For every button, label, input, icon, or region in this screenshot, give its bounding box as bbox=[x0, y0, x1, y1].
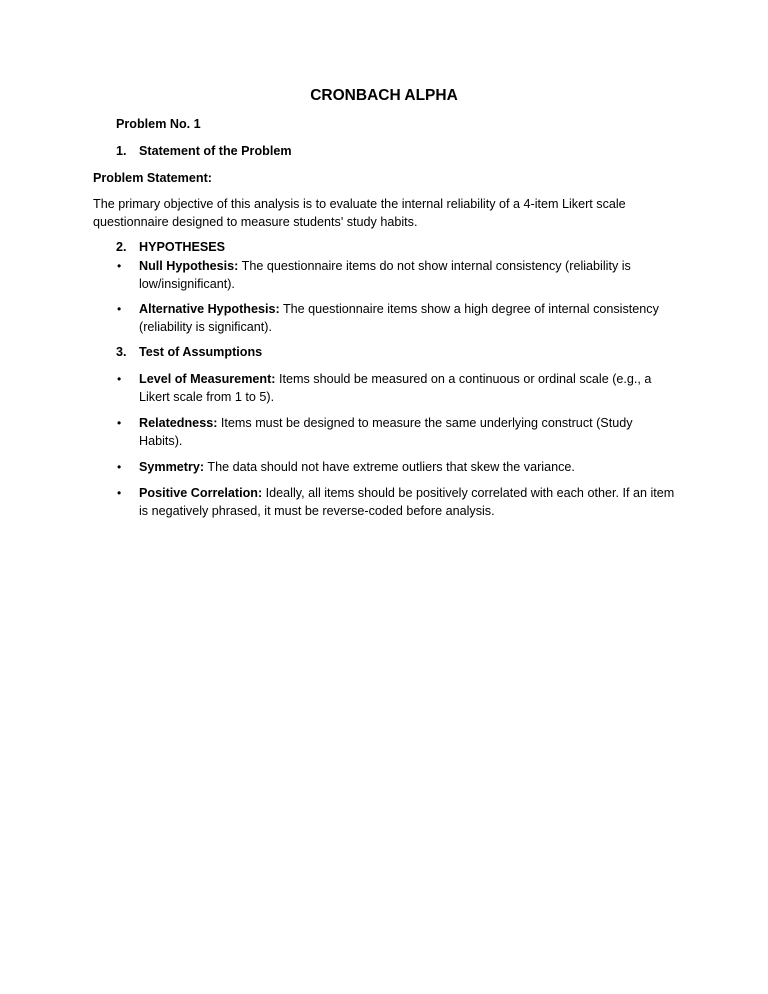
assumption-item bbox=[139, 370, 679, 406]
section-3-heading: Test of Assumptions bbox=[139, 345, 263, 359]
bullet-icon: • bbox=[117, 460, 122, 474]
assumption-label: Symmetry: bbox=[139, 460, 205, 474]
problem-statement-text: The primary objective of this analysis is to evaluate the internal reliability of a 4-item Likert scale questionnaire designed to measure students' study habits. bbox=[93, 197, 626, 229]
bullet-icon: • bbox=[117, 372, 122, 386]
section-1-number: 1. bbox=[116, 144, 127, 158]
problem-number: Problem No. 1 bbox=[116, 117, 201, 131]
bullet-icon: • bbox=[117, 416, 122, 430]
assumption-text: The data should not have extreme outliers that skew the variance. bbox=[204, 460, 575, 474]
document-title: CRONBACH ALPHA bbox=[310, 87, 458, 104]
assumption-item bbox=[139, 458, 679, 476]
assumption-item bbox=[139, 484, 679, 520]
section-2-heading: HYPOTHESES bbox=[139, 240, 226, 254]
assumption-text: Ideally, all items should be positively correlated with each other. If an item is negatively phrased, it must be reverse-coded before analysis. bbox=[139, 486, 675, 518]
assumption-text: Items must be designed to measure the same underlying construct (Study Habits). bbox=[139, 416, 633, 448]
section-2-number: 2. bbox=[116, 240, 127, 254]
assumption-text: Items should be measured on a continuous or ordinal scale (e.g., a Likert scale from 1 to 5). bbox=[139, 372, 652, 404]
assumption-label: Positive Correlation: bbox=[139, 486, 263, 500]
hypothesis-label: Alternative Hypothesis: bbox=[139, 302, 280, 316]
assumption-label: Relatedness: bbox=[139, 416, 218, 430]
assumption-item bbox=[139, 414, 679, 450]
bullet-icon: • bbox=[117, 259, 122, 273]
hypothesis-text: The questionnaire items show a high degree of internal consistency (reliability is significant). bbox=[139, 302, 659, 334]
problem-statement-label: Problem Statement: bbox=[93, 171, 212, 185]
hypothesis-item bbox=[139, 257, 679, 293]
bullet-icon: • bbox=[117, 302, 122, 316]
assumption-label: Level of Measurement: bbox=[139, 372, 276, 386]
hypothesis-text: The questionnaire items do not show internal consistency (reliability is low/insignificant). bbox=[139, 259, 631, 291]
section-1-heading: Statement of the Problem bbox=[139, 144, 292, 158]
hypothesis-item bbox=[139, 300, 679, 336]
section-3-number: 3. bbox=[116, 345, 127, 359]
bullet-icon: • bbox=[117, 486, 122, 500]
hypothesis-label: Null Hypothesis: bbox=[139, 259, 239, 273]
